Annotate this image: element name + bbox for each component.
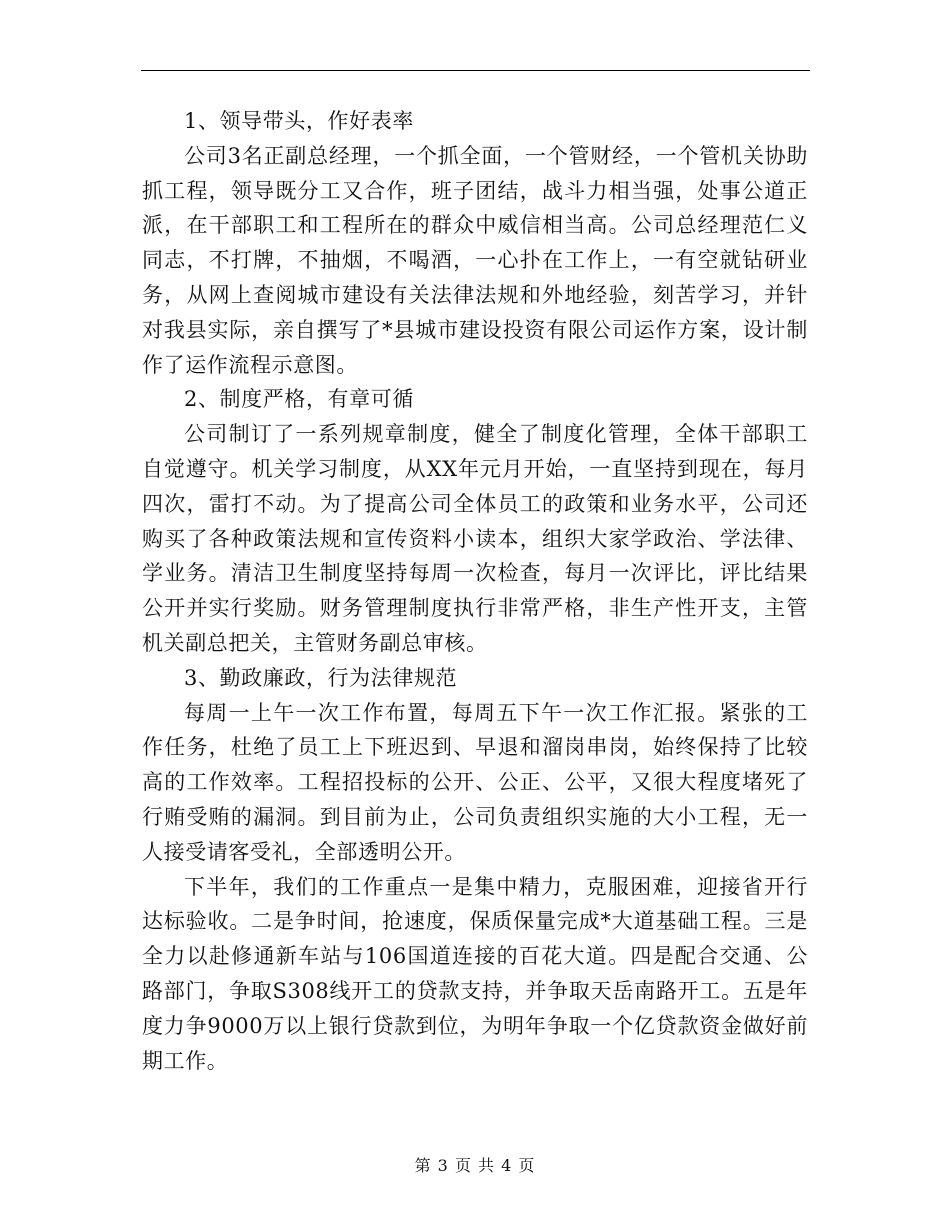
section-heading: 3、勤政廉政，行为法律规范	[184, 665, 458, 690]
header-rule	[141, 70, 810, 71]
section-heading: 2、制度严格，有章可循	[184, 387, 414, 412]
section-heading: 1、领导带头，作好表率	[184, 109, 414, 133]
page-number-footer: 第 3 页 共 4 页	[414, 1156, 536, 1175]
body-paragraph: 公司3名正副总经理，一个抓全面，一个管财经，一个管机关协助抓工程，领导既分工又合作，班子团结，战斗力相当强，处事公道正派，在干部职工和工程所在的群众中威信相当高。公司总经理范仁义同志，不打牌，不抽烟，不喝酒，一心扑在工作上，一有空就钻研业务，从网上查阅城市建设有关法律法规和外地经验，刻苦学习，并针对我县实际，亲自撰写了*县城市建设投资有限公司运作方案，设计制作了运作流程示意图。	[142, 143, 808, 377]
body-paragraph: 公司制订了一系列规章制度，健全了制度化管理，全体干部职工自觉遵守。机关学习制度，从XX年元月开始，一直坚持到现在，每月四次，雷打不动。为了提高公司全体员工的政策和业务水平，公司还购买了各种政策法规和宣传资料小读本，组织大家学政治、学法律、学业务。清洁卫生制度坚持每周一次检查，每月一次评比，评比结果公开并实行奖励。财务管理制度执行非常严格，非生产性开支，主管机关副总把关，主管财务副总审核。	[142, 422, 808, 655]
document-body	[142, 104, 808, 1078]
body-paragraph: 下半年，我们的工作重点一是集中精力，克服困难，迎接省开行达标验收。二是争时间，抢速度，保质保量完成*大道基础工程。三是全力以赴修通新车站与106国道连接的百花大道。四是配合交通、公路部门，争取S308线开工的贷款支持，并争取天岳南路开工。五是年度力争9000万以上银行贷款到位，为明年争取一个亿贷款资金做好前期工作。	[142, 874, 808, 1073]
body-paragraph: 每周一上午一次工作布置，每周五下午一次工作汇报。紧张的工作任务，杜绝了员工上下班迟到、早退和溜岗串岗，始终保持了比较高的工作效率。工程招投标的公开、公正、公平，又很大程度堵死了行贿受贿的漏洞。到目前为止，公司负责组织实施的大小工程，无一人接受请客受礼，全部透明公开。	[142, 700, 808, 864]
